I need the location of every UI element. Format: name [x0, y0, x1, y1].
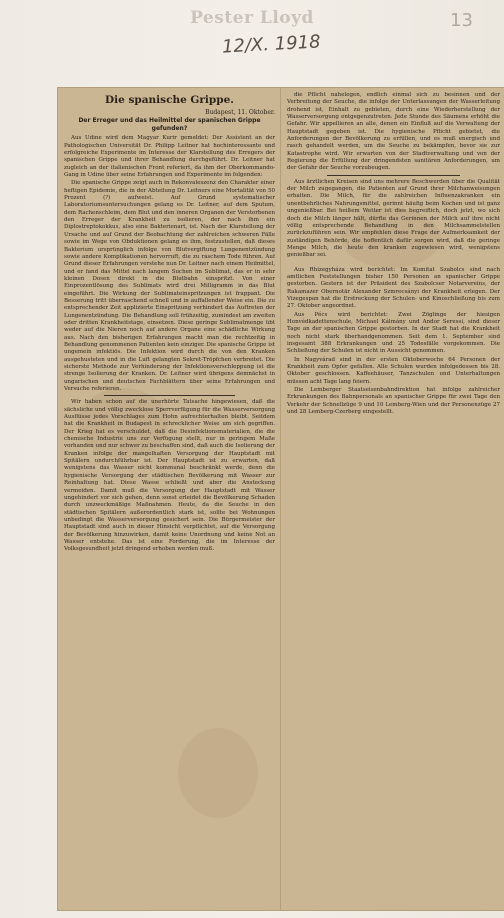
- article-paragraph: Aus Udine wird dem Magyar Kurir gemeldet: Der Assistent an der Pathologischen Universität Dr. Philipp Leitner hat hochinteressante und erfolgreiche Experimente im Interesse der Klarstellung des Erregers der spanischen Grippe und ihrer Behandlung durchgeführt. Dr. Leitner hat zugleich an der italienischen Front referiert, da ihm der Oberkommando-Gang in Udine über seine Erfahrungen und Experimente im folgenden:: [64, 135, 275, 179]
- section-rule: [327, 175, 460, 176]
- section-rule: [104, 395, 235, 396]
- article-title: Die spanische Grippe.: [105, 94, 234, 106]
- article-paragraph: Aus Rhizegyháza wird berichtet: Im Komitat Szabolcs sind nach amtlichen Feststellungen bisher 150 Personen an spanischer Grippe gestorben. Gestern ist der Präsident des Szabolcser Notarvereins, der Rakamazer Obernotär Alexander Szmrecsányi der Krankheit erlegen. Der Vizegespan hat die Erstreckung der Schulen- und Kinoschließung bis zum 27. Oktober angeordnet.: [287, 266, 500, 310]
- article-paragraph: In Nagyvárad sind in der ersten Oktoberwoche 64 Personen der Krankheit zum Opfer gefallen. Alle Schulen wurden infolgedessen bis 28. Oktober geschlossen. Kaffeehäuser, Tanzschulen und Unterhaltungen müssen acht Tage lang feiern.: [287, 356, 500, 385]
- article-paragraph: Die spanische Grippe zeigt auch in Rekonvaleszenz den Charakter einer heftigen Epidemie, die in der Abteilung Dr. Leitners eine Mortalität von 50 Prozent (?) aufweist. Auf Grund systematischer Laboratoriumsuntersuchungen gelang es Dr. Leitner, auf dem Sputum, dem Rachenschleim, dem Blut und den inneren Organen der Verstorbenen den Erreger der Krankheit zu isolieren, der nach ihm ein Diplostreptokokkus, also eine Bakterienart, ist. Nach der Klarstellung der Ursache und auf Grund der Beobachtung der zahlreichen schweren Fälle sowie im Wege von Obduktionen gelang es ihm, festzustellen, daß dieses Bakterium ursprünglich infolge von Blutvergiftung Lungenentzündung sowie andere Komplikationen hervorruft, die zu raschem Tode führen. Auf Grund dieser Erfahrungen verstehe nun Dr. Leitner nach einem Heilmittel, und er fand das Mittel nach langem Suchen im Sublimat, das er in sehr kleinen Dosen direkt in die Blutbahn einspritzt. Von einer Einprozentlösung des Sublimats wird drei Milligramm in das Blut eingeführt. Die Wirkung der Sublimateinspritzungen ist frappant. Die Besserung tritt überraschend schnell und in auffallender Weise ein. Die zu entsprechender Zeit applizierte Einspritzung verhindert das Auftreten der Lungenentzündung. Die Behandlung soll frühzeitig, zumindest am zweiten oder dritten Krankheitstage, einsetzen. Diese geringe Sublimatmenge übt weder auf die Nieren noch auf andere Organe eine schädliche Wirkung aus. Nach den bisherigen Erfahrungen macht man die rechtzeitig in Behandlung genommenen Patienten kein einziger. Die spanische Grippe ist ungemein infektiös. Die Infektion wird durch die von den Kranken ausgehusteten und in die Luft gelangten Sekret-Tröpfchen verbreitet. Die sicherste Methode zur Verhinderung der Infektionsverschleppung ist die strenge Isolierung der Kranken. Dr. Leitner wird übrigens demnächst in ungarischen und deutschen Fachblättern über seine Erfahrungen und Versuche referieren.: [64, 180, 275, 393]
- right-column-text: [287, 92, 500, 906]
- article-paragraph: Die Lemberger Staatseisenbahndirektion hat infolge zahlreicher Erkrankungen des Bahnpersonals an spanischer Grippe für zwei Tage den Verkehr der Schnellzüge 9 und 10 Lemberg-Wien und der Personenzüge 27 und 28 Lemberg-Czerberg eingestellt.: [287, 387, 500, 416]
- article-paragraph: Aus ärztlichen Kreisen sind uns mehrere Beschwerden über die Qualität der Milch zugegangen, die Patienten auf Grund ihrer Milchanweisungen erhalten. Die Milch, für die zahlreichen Influenzakranken ein unentbehrliches Nahrungsmittel, gerinnt häufig beim Kochen und ist ganz ungenießbar. Bei heißem Wetter ist dies begreiflich, doch jetzt, wo sich doch die Milch länger hält, dürfte das Gerinnen der Milch auf ihre nicht völlig entsprechende Behandlung in den Milchsammelstellen zurückzuführen sein. Wir empfehlen diese Frage der Aufmerksamkeit der zuständigen Behörde, die hoffentlich dafür sorgen wird, daß die geringe Menge Milch, die heute den kranken zugewiesen wird, wenigstens genießbar sei.: [287, 178, 500, 259]
- clipping-left-column: [58, 88, 281, 910]
- article-paragraph: Wir haben schon auf die unerhörte Tatsache hingewiesen, daß die sächsliche und völlig zwecklose Sperrverfügung für die Wasserversorgung Ausflüsse jedes Vorschlages zum Hohn aufrechterhalten bleibt. Seitdem hat die Krankheit in Budapest in schrecklicher Weise um sich gegriffen. Der Krieg hat es verschuldet, daß die Desinfektionsmaterialien, die die chemische Industrie uns zur Verfügung stellt, nur in geringem Maße vorhanden und nur schwer zu beschaffen sind, daß auch die Isolierung der Kranken infolge der mangelhaften Versorgung der Hauptstadt mit Spitälern undurchführbar ist. Der Hauptstadt ist zu erwarten, daß wenigstens das Wasser nicht kommunal beschränkt werde, denn die hygienische Versorgung der städtischen Bevölkerung mit Wasser zur Reinhaltung hat. Diese Wasse schließt und aber die Ansteckung vermeiden. Damit muß die Versorgung der Hauptstadt mit Wasser ungehindert vor sich gehen, denn sonst erleidet die Bevölkerung Schaden durch unzweckmäßige Maßnahmen. Heute, da die Seuche in den städtischen Spitälern außerordentlich stark ist, sollte bei Wohnungen unbedingt die Wasserversorgung gesichert sein. Die Bürgermeister der Hauptstadt sind auch in dieser Hinsicht verpflichtet, auf die Versorgung der Bevölkerung hinzuwirken, damit keine Unordnung und keine Not an Wasser entstehe. Das ist eine Forderung, die im Interesse der Volksgesundheit jetzt dringend erhoben werden muß.: [64, 399, 275, 553]
- article-paragraph: Aus Pécs wird berichtet: Zwei Zöglinge der hiesigen Honvédkadettenschule, Michael Kálmány und Andor Seressi, sind dieser Tage an der spanischen Grippe gestorben. In der Stadt hat die Krankheit noch nicht stark überhandgenommen. Seit dem 1. September sind insgesamt 388 Erkrankungen und 25 Todesfälle vorgekommen. Die Schließung der Schulen ist nicht in Aussicht genommen.: [287, 311, 500, 355]
- article-lead: Der Erreger und das Heilmittel der spanischen Grippe gefunden?: [78, 117, 261, 132]
- handwritten-date: 12/X. 1918: [221, 31, 322, 58]
- left-column-text: [64, 92, 275, 906]
- newspaper-masthead: Pester Lloyd: [190, 8, 314, 28]
- article-dateline: Budapest, 11. Oktober.: [205, 109, 275, 116]
- clipping-right-column: [281, 88, 504, 910]
- article-paragraph: die Pflicht nahelegen, endlich einmal sich zu besinnen und der Verbreitung der Seuche, die infolge der Unterlassungen der Wasserleitung drohend ist, Einhalt zu gebieten, durch eine Wiederherstellung der Wasserversorgung entgegenzutreten. Jede Stunde des Säumens erhöht die Gefahr. Wir appellieren an alle, denen ein Einfluß auf die Verwaltung der Hauptstadt gegeben ist. Die hygienische Pflicht gebietet, die Anforderungen der Bevölkerung zu erfüllen, und es muß energisch und rasch gehandelt werden, um die Seuche zu bekämpfen, bevor sie zur Katastrophe wird. Wir erwarten von der Stadtverwaltung und von der Regierung die Erfüllung der dringendsten sanitären Anforderungen, um der Gefahr der Seuche vorzubeugen.: [287, 92, 500, 172]
- page-number: 13: [450, 10, 473, 31]
